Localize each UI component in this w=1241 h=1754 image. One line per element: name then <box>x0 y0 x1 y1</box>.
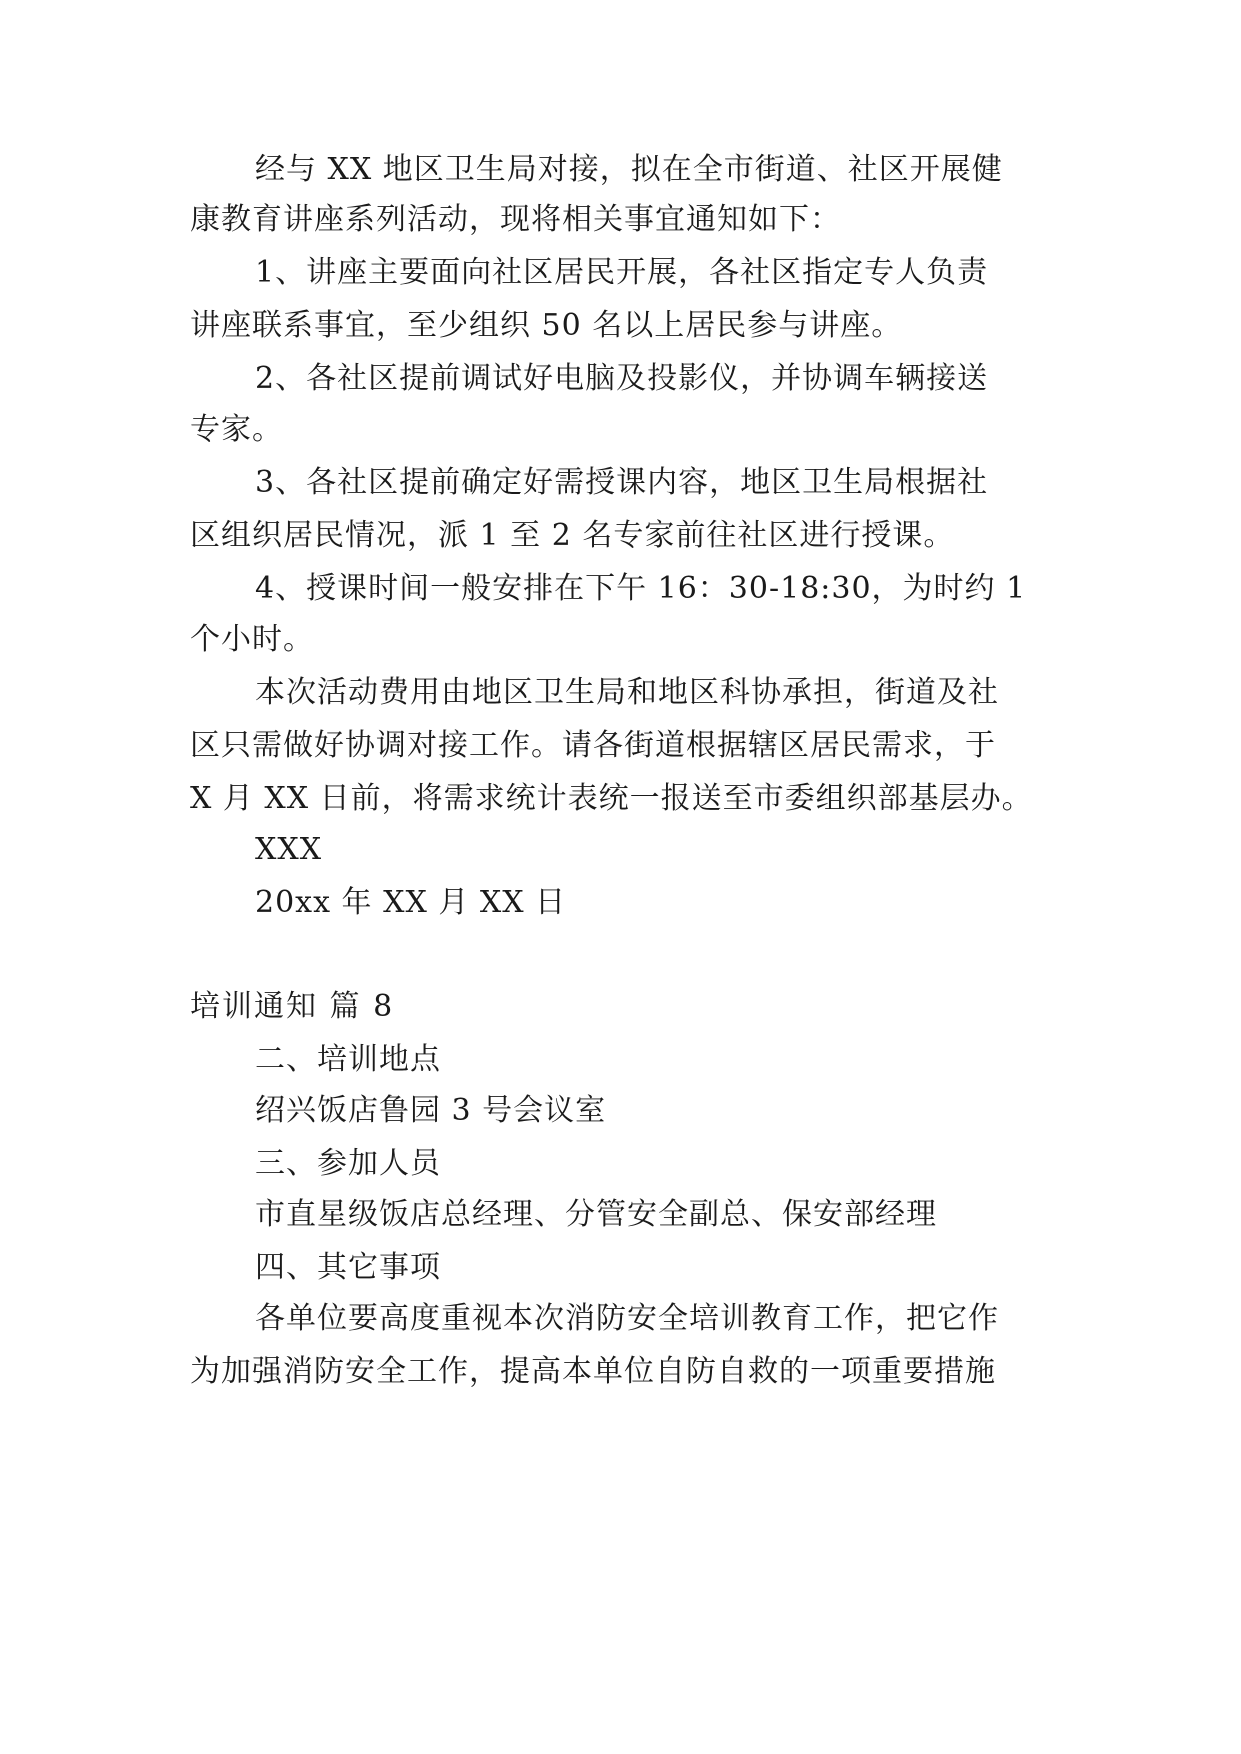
paragraph-line: 专家。 <box>190 412 283 447</box>
paragraph-line: 讲座联系事宜，至少组织 50 名以上居民参与讲座。 <box>190 308 903 343</box>
paragraph-line: 各单位要高度重视本次消防安全培训教育工作，把它作 <box>255 1301 999 1336</box>
training-location-value: 绍兴饭店鲁园 3 号会议室 <box>255 1093 607 1128</box>
heading-other-matters: 四、其它事项 <box>255 1250 441 1285</box>
heading-training-location: 二、培训地点 <box>255 1042 441 1077</box>
list-item-3: 3、各社区提前确定好需授课内容，地区卫生局根据社 <box>255 465 989 500</box>
participants-value: 市直星级饭店总经理、分管安全副总、保安部经理 <box>255 1197 937 1232</box>
signature-date: 20xx 年 XX 月 XX 日 <box>255 885 567 920</box>
paragraph-line: 康教育讲座系列活动，现将相关事宜通知如下： <box>190 202 841 237</box>
paragraph-line: 本次活动费用由地区卫生局和地区科协承担，街道及社 <box>255 675 999 710</box>
paragraph-line: 为加强消防安全工作，提高本单位自防自救的一项重要措施 <box>190 1354 996 1389</box>
paragraph-line: 区只需做好协调对接工作。请各街道根据辖区居民需求，于 <box>190 728 996 763</box>
section-title: 培训通知 篇 8 <box>190 989 395 1024</box>
signature-name: XXX <box>255 832 323 867</box>
heading-participants: 三、参加人员 <box>255 1146 441 1181</box>
paragraph-line: 经与 XX 地区卫生局对接，拟在全市街道、社区开展健 <box>255 152 1003 187</box>
paragraph-line: X 月 XX 日前，将需求统计表统一报送至市委组织部基层办。 <box>190 781 1033 816</box>
list-item-1: 1、讲座主要面向社区居民开展，各社区指定专人负责 <box>255 255 989 290</box>
list-item-4: 4、授课时间一般安排在下午 16：30-18:30，为时约 1 <box>255 571 1027 606</box>
list-item-2: 2、各社区提前调试好电脑及投影仪，并协调车辆接送 <box>255 361 989 396</box>
paragraph-line: 区组织居民情况，派 1 至 2 名专家前往社区进行授课。 <box>190 518 955 553</box>
paragraph-line: 个小时。 <box>190 622 314 657</box>
